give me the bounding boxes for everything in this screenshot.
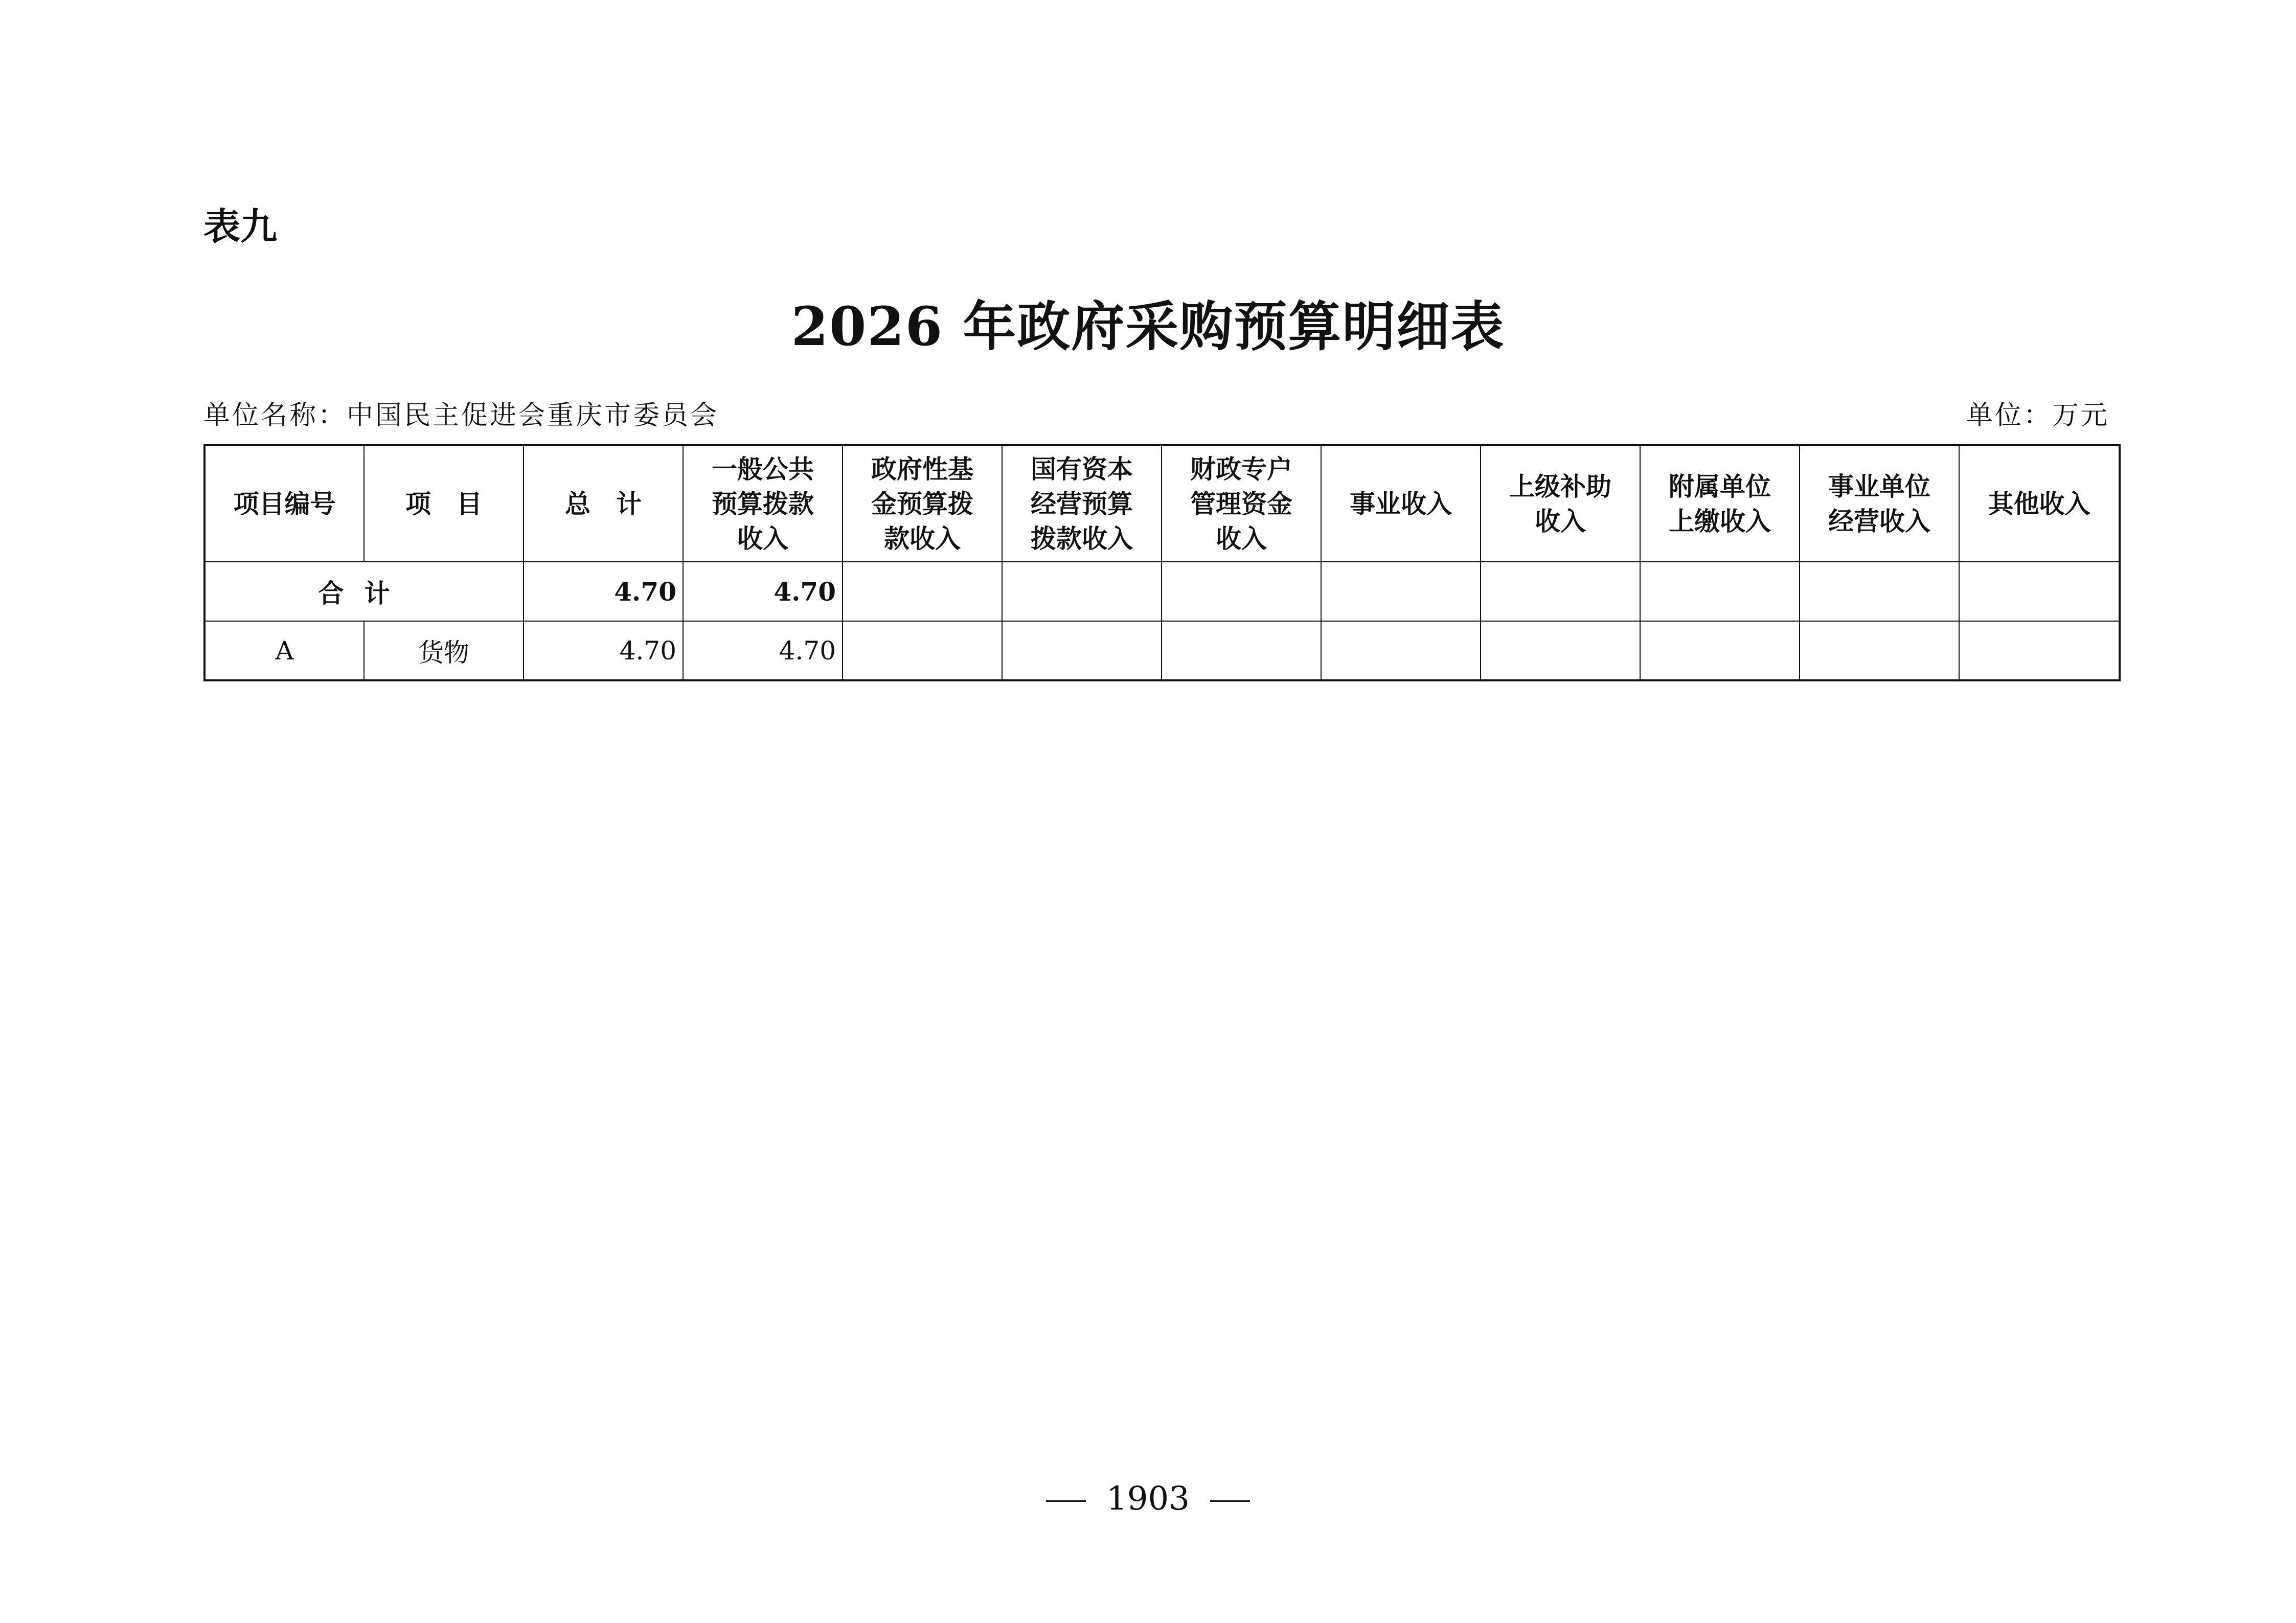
empty-cell [1959, 562, 2120, 621]
header-cell: 项 目 [364, 445, 524, 562]
table-label: 表九 [203, 205, 278, 248]
page-number: 1903 [1106, 1480, 1190, 1518]
empty-cell [1481, 621, 1640, 680]
total-label: 合计 [204, 562, 524, 621]
header-cell: 事业单位经营收入 [1800, 445, 1959, 562]
header-cell: 总 计 [524, 445, 683, 562]
unit-label: 单位：万元 [1966, 400, 2109, 431]
empty-cell [1640, 621, 1800, 680]
empty-cell [1321, 562, 1481, 621]
header-cell: 其他收入 [1959, 445, 2120, 562]
total-general-budget: 4.70 [683, 562, 843, 621]
empty-cell [1481, 562, 1640, 621]
empty-cell [1959, 621, 2120, 680]
footer-dash-right [1210, 1500, 1250, 1502]
empty-cell [843, 562, 1002, 621]
page-footer [0, 1480, 2296, 1518]
empty-cell [1002, 621, 1162, 680]
header-cell: 附属单位上缴收入 [1640, 445, 1800, 562]
unit-name: 单位名称：中国民主促进会重庆市委员会 [203, 400, 719, 431]
header-cell: 上级补助收入 [1481, 445, 1640, 562]
empty-cell [1800, 562, 1959, 621]
header-cell: 国有资本经营预算拨款收入 [1002, 445, 1162, 562]
row-general-budget: 4.70 [683, 621, 843, 680]
row-item: 货物 [364, 621, 524, 680]
total-row [204, 562, 2120, 621]
header-row [204, 445, 2120, 562]
table-row [204, 621, 2120, 680]
header-cell: 事业收入 [1321, 445, 1481, 562]
footer-dash-left [1046, 1500, 1086, 1502]
empty-cell [1162, 621, 1321, 680]
empty-cell [1800, 621, 1959, 680]
row-code: A [204, 621, 364, 680]
procurement-budget-table [203, 444, 2121, 681]
empty-cell [1321, 621, 1481, 680]
empty-cell [843, 621, 1002, 680]
empty-cell [1640, 562, 1800, 621]
header-cell: 政府性基金预算拨款收入 [843, 445, 1002, 562]
page-title: 2026 年政府采购预算明细表 [791, 295, 1505, 358]
empty-cell [1002, 562, 1162, 621]
row-total: 4.70 [524, 621, 683, 680]
header-cell: 财政专户管理资金收入 [1162, 445, 1321, 562]
header-cell: 一般公共预算拨款收入 [683, 445, 843, 562]
empty-cell [1162, 562, 1321, 621]
header-cell: 项目编号 [204, 445, 364, 562]
total-amount: 4.70 [524, 562, 683, 621]
